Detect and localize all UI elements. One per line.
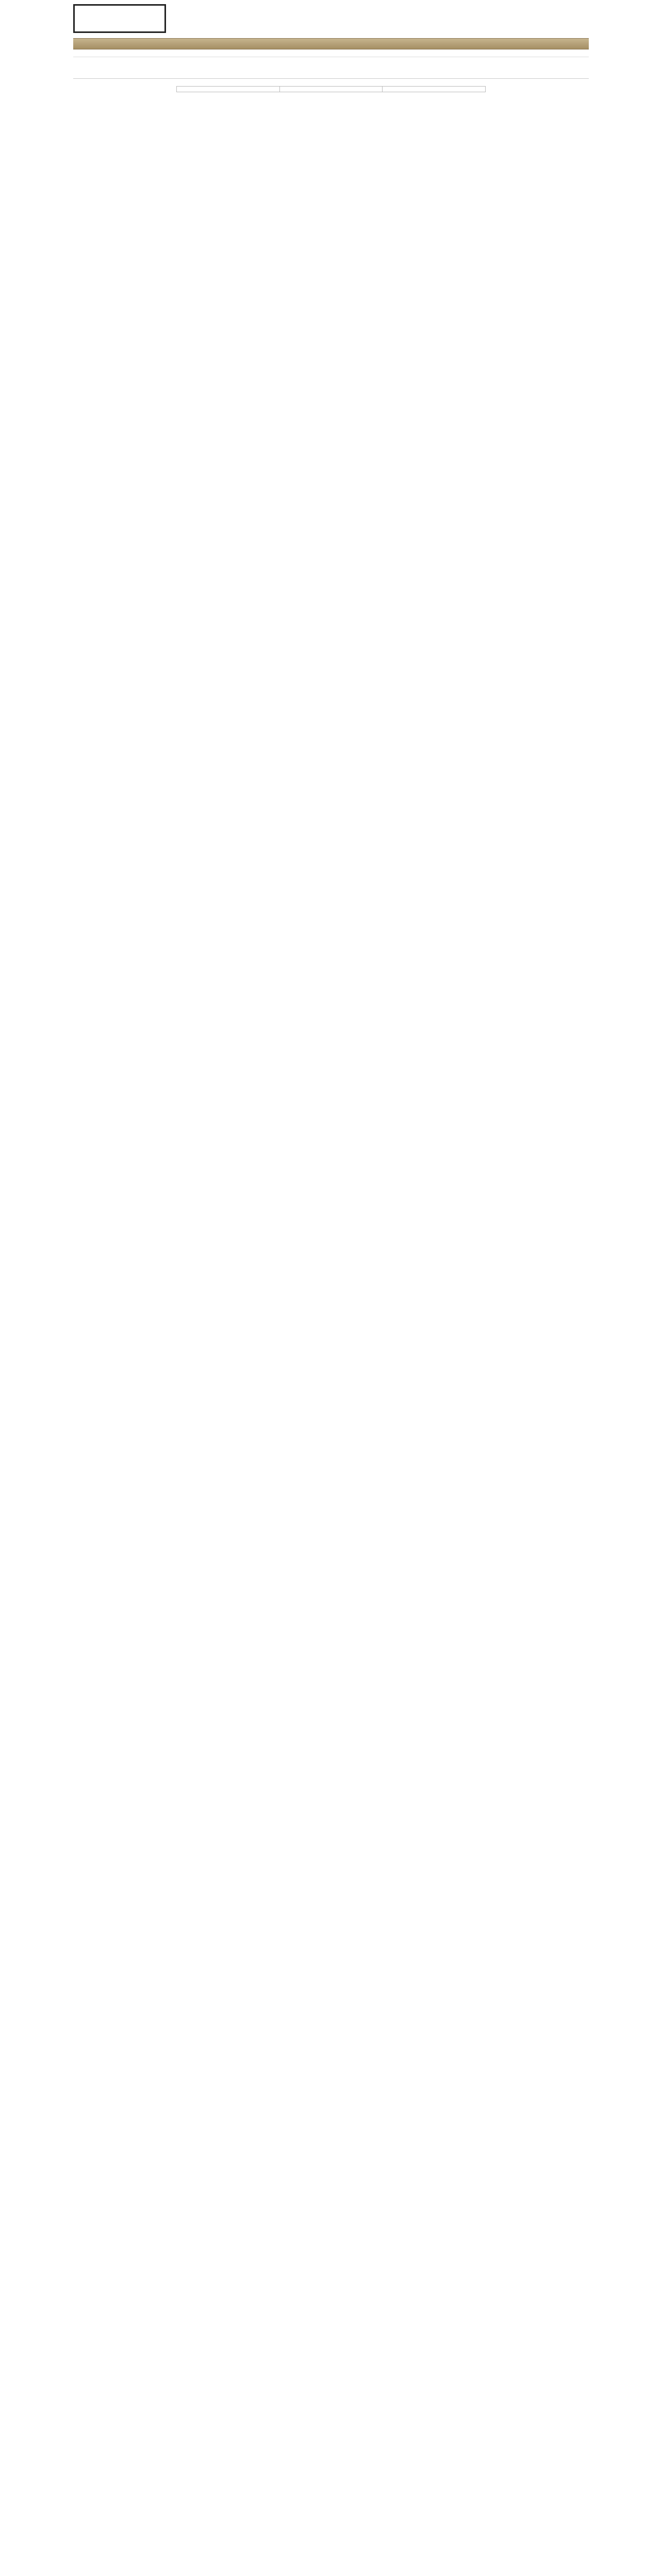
novel-header bbox=[73, 69, 589, 79]
global-nav bbox=[73, 38, 589, 49]
novel-subnav bbox=[73, 53, 589, 57]
toc-link[interactable] bbox=[280, 87, 383, 92]
site-logo[interactable] bbox=[73, 4, 166, 33]
next-chapter-link[interactable] bbox=[383, 87, 485, 92]
page-container bbox=[73, 0, 589, 92]
site-header bbox=[73, 0, 589, 38]
prev-chapter-link[interactable] bbox=[177, 87, 280, 92]
chapter-pager bbox=[176, 86, 486, 92]
